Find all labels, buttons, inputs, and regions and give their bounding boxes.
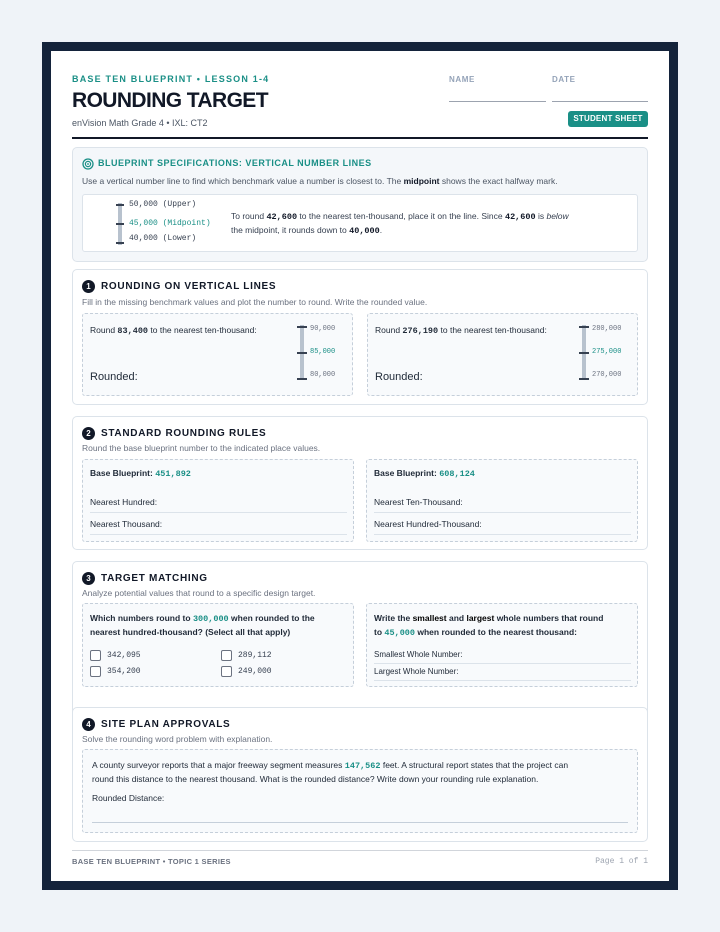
page-title: ROUNDING TARGET <box>72 89 268 112</box>
section-number: 3 <box>82 572 95 585</box>
section-title: TARGET MATCHING <box>101 573 208 584</box>
base-blueprint: Base Blueprint: 608,124 <box>374 468 475 479</box>
question-line2: nearest hundred-thousand? (Select all that apply) <box>90 627 291 637</box>
section-subtitle: Round the base blueprint number to the indicated place values. <box>82 443 321 453</box>
section-standard-rounding-rules <box>72 416 648 550</box>
midpoint-benchmark: 275,000 <box>592 348 622 356</box>
smallest-label: Smallest Whole Number: <box>374 650 463 659</box>
blueprint-specifications <box>72 147 648 262</box>
base-blueprint: Base Blueprint: 451,892 <box>90 468 191 479</box>
option-checkbox[interactable] <box>221 650 232 661</box>
header-divider <box>72 137 648 139</box>
answer-line[interactable] <box>374 663 631 664</box>
blueprint-card <box>82 459 354 542</box>
lower-benchmark: 40,000 (Lower) <box>129 234 197 243</box>
midpoint-tick <box>579 352 589 354</box>
question-line2: to 45,000 when rounded to the nearest thousand: <box>374 627 577 638</box>
page-number: Page 1 of 1 <box>595 857 648 866</box>
problem-text-line2: round this distance to the nearest thousand. What is the rounded distance? Write down your rounding rule explanation. <box>92 774 539 784</box>
upper-benchmark: 90,000 <box>310 325 336 333</box>
section-title: SITE PLAN APPROVALS <box>101 719 231 730</box>
option-checkbox[interactable] <box>221 666 232 677</box>
upper-tick <box>116 204 124 206</box>
option-value: 342,095 <box>107 651 141 660</box>
question-line1: Which numbers round to 300,000 when rounded to the <box>90 613 315 624</box>
example-box <box>82 194 638 252</box>
rounded-label: Rounded: <box>375 371 423 383</box>
lower-tick <box>297 378 307 380</box>
name-label: NAME <box>449 75 475 84</box>
problem-card <box>82 313 353 396</box>
section-subtitle: Fill in the missing benchmark values and plot the number to round. Write the rounded value. <box>82 297 428 307</box>
rounded-label: Rounded: <box>90 371 138 383</box>
answer-line[interactable] <box>90 534 347 535</box>
nearest-hundred-label: Nearest Hundred: <box>90 497 158 507</box>
footer-series: BASE TEN BLUEPRINT • TOPIC 1 SERIES <box>72 857 231 866</box>
midpoint-benchmark: 85,000 <box>310 348 336 356</box>
lower-tick <box>579 378 589 380</box>
section-subtitle: Analyze potential values that round to a specific design target. <box>82 588 316 598</box>
name-field[interactable] <box>449 101 546 102</box>
midpoint-tick <box>116 223 124 225</box>
nearest-ten-thousand-label: Nearest Ten-Thousand: <box>374 497 463 507</box>
problem-prompt: Round 83,400 to the nearest ten-thousand: <box>90 325 257 336</box>
rounded-distance-label: Rounded Distance: <box>92 793 165 803</box>
date-label: DATE <box>552 75 576 84</box>
section-number: 1 <box>82 280 95 293</box>
option-value: 354,200 <box>107 667 141 676</box>
lower-benchmark: 270,000 <box>592 371 622 379</box>
select-all-card <box>82 603 354 687</box>
problem-card <box>367 313 638 396</box>
section-title: STANDARD ROUNDING RULES <box>101 428 267 439</box>
problem-prompt: Round 276,190 to the nearest ten-thousand: <box>375 325 547 336</box>
word-problem-card <box>82 749 638 833</box>
option-checkbox[interactable] <box>90 650 101 661</box>
footer-divider <box>72 850 648 851</box>
spec-title: BLUEPRINT SPECIFICATIONS: VERTICAL NUMBER LINES <box>98 158 372 168</box>
answer-line[interactable] <box>374 680 631 681</box>
section-subtitle: Solve the rounding word problem with explanation. <box>82 734 273 744</box>
student-sheet-badge: STUDENT SHEET <box>568 111 648 127</box>
section-number: 2 <box>82 427 95 440</box>
largest-label: Largest Whole Number: <box>374 667 459 676</box>
answer-line[interactable] <box>90 512 347 513</box>
midpoint-tick <box>297 352 307 354</box>
option-value: 249,000 <box>238 667 272 676</box>
section-title: ROUNDING ON VERTICAL LINES <box>101 281 277 292</box>
lesson-kicker: BASE TEN BLUEPRINT • LESSON 1-4 <box>72 74 270 84</box>
example-text-line2: the midpoint, it rounds down to 40,000. <box>231 225 383 236</box>
upper-benchmark: 50,000 (Upper) <box>129 200 197 209</box>
smallest-largest-card <box>366 603 638 687</box>
midpoint-benchmark: 45,000 (Midpoint) <box>129 219 211 228</box>
option-checkbox[interactable] <box>90 666 101 677</box>
problem-text-line1: A county surveyor reports that a major freeway segment measures 147,562 feet. A structural report states that the project can <box>92 760 569 771</box>
date-field[interactable] <box>552 101 648 102</box>
blueprint-card <box>366 459 638 542</box>
section-site-plan-approvals <box>72 707 648 842</box>
lower-benchmark: 80,000 <box>310 371 336 379</box>
section-number: 4 <box>82 718 95 731</box>
example-text-line1: To round 42,600 to the nearest ten-thousand, place it on the line. Since 42,600 is below <box>231 211 569 222</box>
page-subtitle: enVision Math Grade 4 • IXL: CT2 <box>72 118 208 128</box>
spec-description: Use a vertical number line to find which benchmark value a number is closest to. The midpoint shows the exact halfway mark. <box>82 176 558 186</box>
answer-line[interactable] <box>374 512 631 513</box>
lower-tick <box>116 242 124 244</box>
option-value: 289,112 <box>238 651 272 660</box>
section-rounding-vertical-lines <box>72 269 648 405</box>
target-icon <box>82 157 94 169</box>
question-line1: Write the smallest and largest whole numbers that round <box>374 613 604 623</box>
worksheet <box>51 51 669 881</box>
upper-tick <box>579 326 589 328</box>
upper-benchmark: 280,000 <box>592 325 622 333</box>
answer-line[interactable] <box>92 822 628 823</box>
nearest-hundred-thousand-label: Nearest Hundred-Thousand: <box>374 519 482 529</box>
upper-tick <box>297 326 307 328</box>
answer-line[interactable] <box>374 534 631 535</box>
nearest-thousand-label: Nearest Thousand: <box>90 519 163 529</box>
